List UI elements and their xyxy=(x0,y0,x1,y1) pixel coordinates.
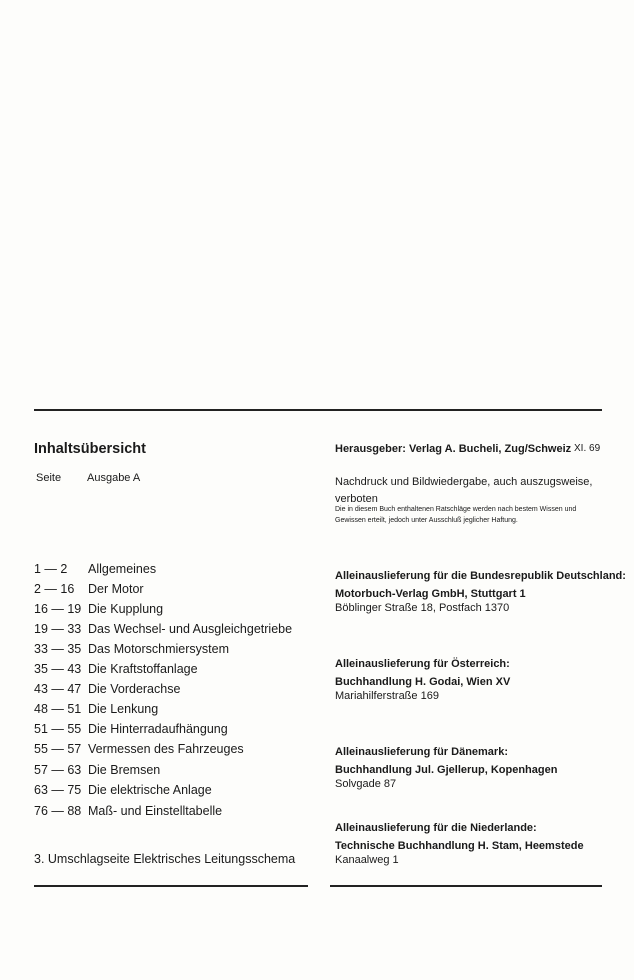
toc-label: Die elektrische Anlage xyxy=(88,783,212,797)
toc-pages: 43 — 47 xyxy=(34,682,82,696)
distribution-heading: Alleinauslieferung für Österreich: xyxy=(335,658,510,670)
distribution-block-germany xyxy=(335,569,626,615)
toc-pages: 33 — 35 xyxy=(34,642,82,656)
contents-title: Inhaltsübersicht xyxy=(34,441,146,457)
bottom-divider-right xyxy=(330,885,602,887)
distribution-block-denmark xyxy=(335,745,557,791)
toc-pages: 1 — 2 xyxy=(34,562,68,576)
cover-page-note: 3. Umschlagseite Elektrisches Leitungsschema xyxy=(34,852,296,866)
liability-disclaimer: Die in diesem Buch enthaltenen Ratschläge werden nach bestem Wissen und Gewissen erteilt, jedoch unter Ausschluß jeglicher Haftung. xyxy=(335,506,577,524)
column-header-page: Seite xyxy=(36,472,62,484)
toc-row xyxy=(34,682,180,696)
toc-pages: 16 — 19 xyxy=(34,602,82,616)
distribution-heading: Alleinauslieferung für die Niederlande: xyxy=(335,822,537,834)
toc-label: Der Motor xyxy=(88,582,144,596)
toc-pages: 76 — 88 xyxy=(34,804,82,818)
distribution-company: Motorbuch-Verlag GmbH, Stuttgart 1 xyxy=(335,588,526,600)
toc-pages: 63 — 75 xyxy=(34,783,82,797)
toc-pages: 51 — 55 xyxy=(34,722,82,736)
reprint-notice: Nachdruck und Bildwiedergabe, auch auszugsweise, verboten xyxy=(335,476,593,505)
toc-label: Maß- und Einstelltabelle xyxy=(88,804,223,818)
toc-label: Die Lenkung xyxy=(88,702,159,716)
toc-row xyxy=(34,562,156,576)
toc-pages: 19 — 33 xyxy=(34,622,82,636)
toc-label: Das Wechsel- und Ausgleichgetriebe xyxy=(88,622,293,636)
toc-label: Die Hinterradaufhängung xyxy=(88,722,228,736)
toc-row xyxy=(34,702,158,716)
top-divider xyxy=(34,409,602,411)
publisher-line: Herausgeber: Verlag A. Bucheli, Zug/Schweiz xyxy=(335,443,572,455)
column-header-edition: Ausgabe A xyxy=(87,472,141,484)
distribution-address: Böblinger Straße 18, Postfach 1370 xyxy=(335,602,510,614)
toc-pages: 57 — 63 xyxy=(34,763,82,777)
distribution-company: Buchhandlung H. Godai, Wien XV xyxy=(335,676,511,688)
distribution-address: Solvgade 87 xyxy=(335,778,397,790)
toc-pages: 2 — 16 xyxy=(34,582,75,596)
toc-row xyxy=(34,722,228,736)
toc-pages: 35 — 43 xyxy=(34,662,82,676)
toc-row xyxy=(34,804,222,818)
toc-pages: 48 — 51 xyxy=(34,702,82,716)
distribution-heading: Alleinauslieferung für die Bundesrepublik Deutschland: xyxy=(335,570,626,582)
toc-pages: 55 — 57 xyxy=(34,742,82,756)
distribution-heading: Alleinauslieferung für Dänemark: xyxy=(335,746,508,758)
bottom-divider-left xyxy=(34,885,308,887)
toc-row xyxy=(34,622,292,636)
toc-label: Das Motorschmiersystem xyxy=(88,642,229,656)
toc-row xyxy=(34,662,198,676)
toc-label: Die Vorderachse xyxy=(88,682,181,696)
toc-row xyxy=(34,763,160,777)
edition-code: XI. 69 xyxy=(574,443,601,454)
distribution-block-netherlands xyxy=(335,821,584,867)
toc-label: Allgemeines xyxy=(88,562,157,576)
distribution-address: Kanaalweg 1 xyxy=(335,854,399,866)
distribution-address: Mariahilferstraße 169 xyxy=(335,690,439,702)
toc-label: Die Kupplung xyxy=(88,602,164,616)
toc-label: Vermessen des Fahrzeuges xyxy=(88,742,244,756)
toc-row xyxy=(34,783,212,797)
toc-label: Die Kraftstoffanlage xyxy=(88,662,198,676)
toc-row xyxy=(34,602,163,616)
toc-row xyxy=(34,582,144,596)
distribution-company: Technische Buchhandlung H. Stam, Heemstede xyxy=(335,840,584,852)
toc-row xyxy=(34,742,244,756)
toc-label: Die Bremsen xyxy=(88,763,161,777)
distribution-block-austria xyxy=(335,657,510,703)
distribution-company: Buchhandlung Jul. Gjellerup, Kopenhagen xyxy=(335,764,558,776)
toc-row xyxy=(34,642,229,656)
